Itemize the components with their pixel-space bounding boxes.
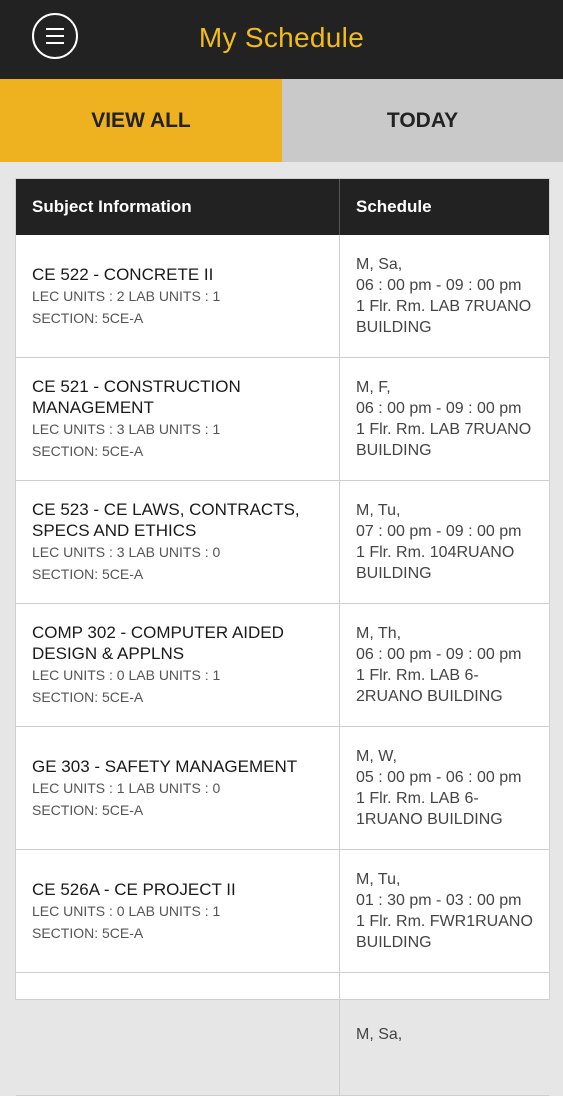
subject-cell [16,481,340,603]
schedule-cell [340,850,549,972]
column-header-schedule: Schedule [356,197,432,216]
schedule-table [15,178,550,1043]
schedule-time: 05 : 00 pm - 06 : 00 pm [356,769,522,786]
subject-cell [16,358,340,480]
subject-section: SECTION: 5CE-A [32,566,144,582]
schedule-time: 06 : 00 pm - 09 : 00 pm [356,400,522,417]
schedule-cell [340,481,549,603]
subject-cell [16,727,340,849]
schedule-time: 06 : 00 pm - 09 : 00 pm [356,277,522,294]
subject-cell [16,604,340,726]
schedule-cell [340,604,549,726]
app-bar [0,0,563,79]
tab-bar [0,79,563,162]
schedule-time: 01 : 30 pm - 03 : 00 pm [356,892,522,909]
subject-cell [16,973,340,1095]
subject-title: CE 521 - CONSTRUCTION MANAGEMENT [32,377,241,417]
schedule-days: M, Tu, [356,502,401,519]
schedule-room: 1 Flr. Rm. LAB 7RUANO BUILDING [356,421,532,459]
schedule-room: 1 Flr. Rm. 104RUANO BUILDING [356,544,515,582]
table-row[interactable] [16,604,549,727]
subject-units: LEC UNITS : 0 LAB UNITS : 1 [32,667,221,683]
subject-title: COMP 302 - COMPUTER AIDED DESIGN & APPLNS [32,623,284,663]
schedule-room: 1 Flr. Rm. LAB 6-1RUANO BUILDING [356,790,503,828]
subject-title: CE 526A - CE PROJECT II [32,879,236,899]
subject-title: CE 523 - CE LAWS, CONTRACTS, SPECS AND ETHICS [32,500,300,540]
schedule-days: M, Th, [356,625,402,642]
subject-section: SECTION: 5CE-A [32,309,144,326]
schedule-time: 06 : 00 pm - 09 : 00 pm [356,646,522,663]
schedule-room: 1 Flr. Rm. LAB 7RUANO BUILDING [356,298,532,336]
table-row[interactable] [16,973,549,1096]
tab-today[interactable]: TODAY [282,79,563,162]
subject-section: SECTION: 5CE-A [32,443,144,459]
schedule-days: M, Tu, [356,871,401,888]
subject-cell [16,850,340,972]
schedule-days: M, W, [356,748,397,765]
subject-units: LEC UNITS : 2 LAB UNITS : 1 [32,287,221,304]
schedule-days: M, F, [356,379,391,396]
table-row[interactable] [16,481,549,604]
subject-units: LEC UNITS : 0 LAB UNITS : 1 [32,902,221,919]
table-body [16,235,549,1096]
schedule-room: 1 Flr. Rm. LAB 6-2RUANO BUILDING [356,667,503,705]
schedule-time: 07 : 00 pm - 09 : 00 pm [356,523,522,540]
schedule-cell [340,973,549,1095]
subject-cell [16,235,340,357]
table-row[interactable] [16,358,549,481]
schedule-cell [340,727,549,849]
subject-title: GE 303 - SAFETY MANAGEMENT [32,756,298,776]
column-header-subject: Subject Information [16,179,340,235]
subject-section: SECTION: 5CE-A [32,689,144,705]
subject-units: LEC UNITS : 3 LAB UNITS : 0 [32,544,221,560]
table-row[interactable] [16,850,549,973]
schedule-cell [340,358,549,480]
subject-units: LEC UNITS : 1 LAB UNITS : 0 [32,779,221,796]
table-row[interactable] [16,235,549,358]
subject-title: CE 522 - CONCRETE II [32,264,214,284]
subject-units: LEC UNITS : 3 LAB UNITS : 1 [32,421,221,437]
schedule-days: M, Sa, [356,1025,403,1043]
table-header [16,179,549,235]
schedule-cell [340,235,549,357]
table-row[interactable] [16,727,549,850]
tab-view-all[interactable]: VIEW ALL [0,79,282,162]
page-title: My Schedule [198,22,365,53]
subject-section: SECTION: 5CE-A [32,924,144,941]
subject-section: SECTION: 5CE-A [32,801,144,818]
schedule-room: 1 Flr. Rm. FWR1RUANO BUILDING [356,913,533,951]
schedule-days: M, Sa, [356,256,403,273]
